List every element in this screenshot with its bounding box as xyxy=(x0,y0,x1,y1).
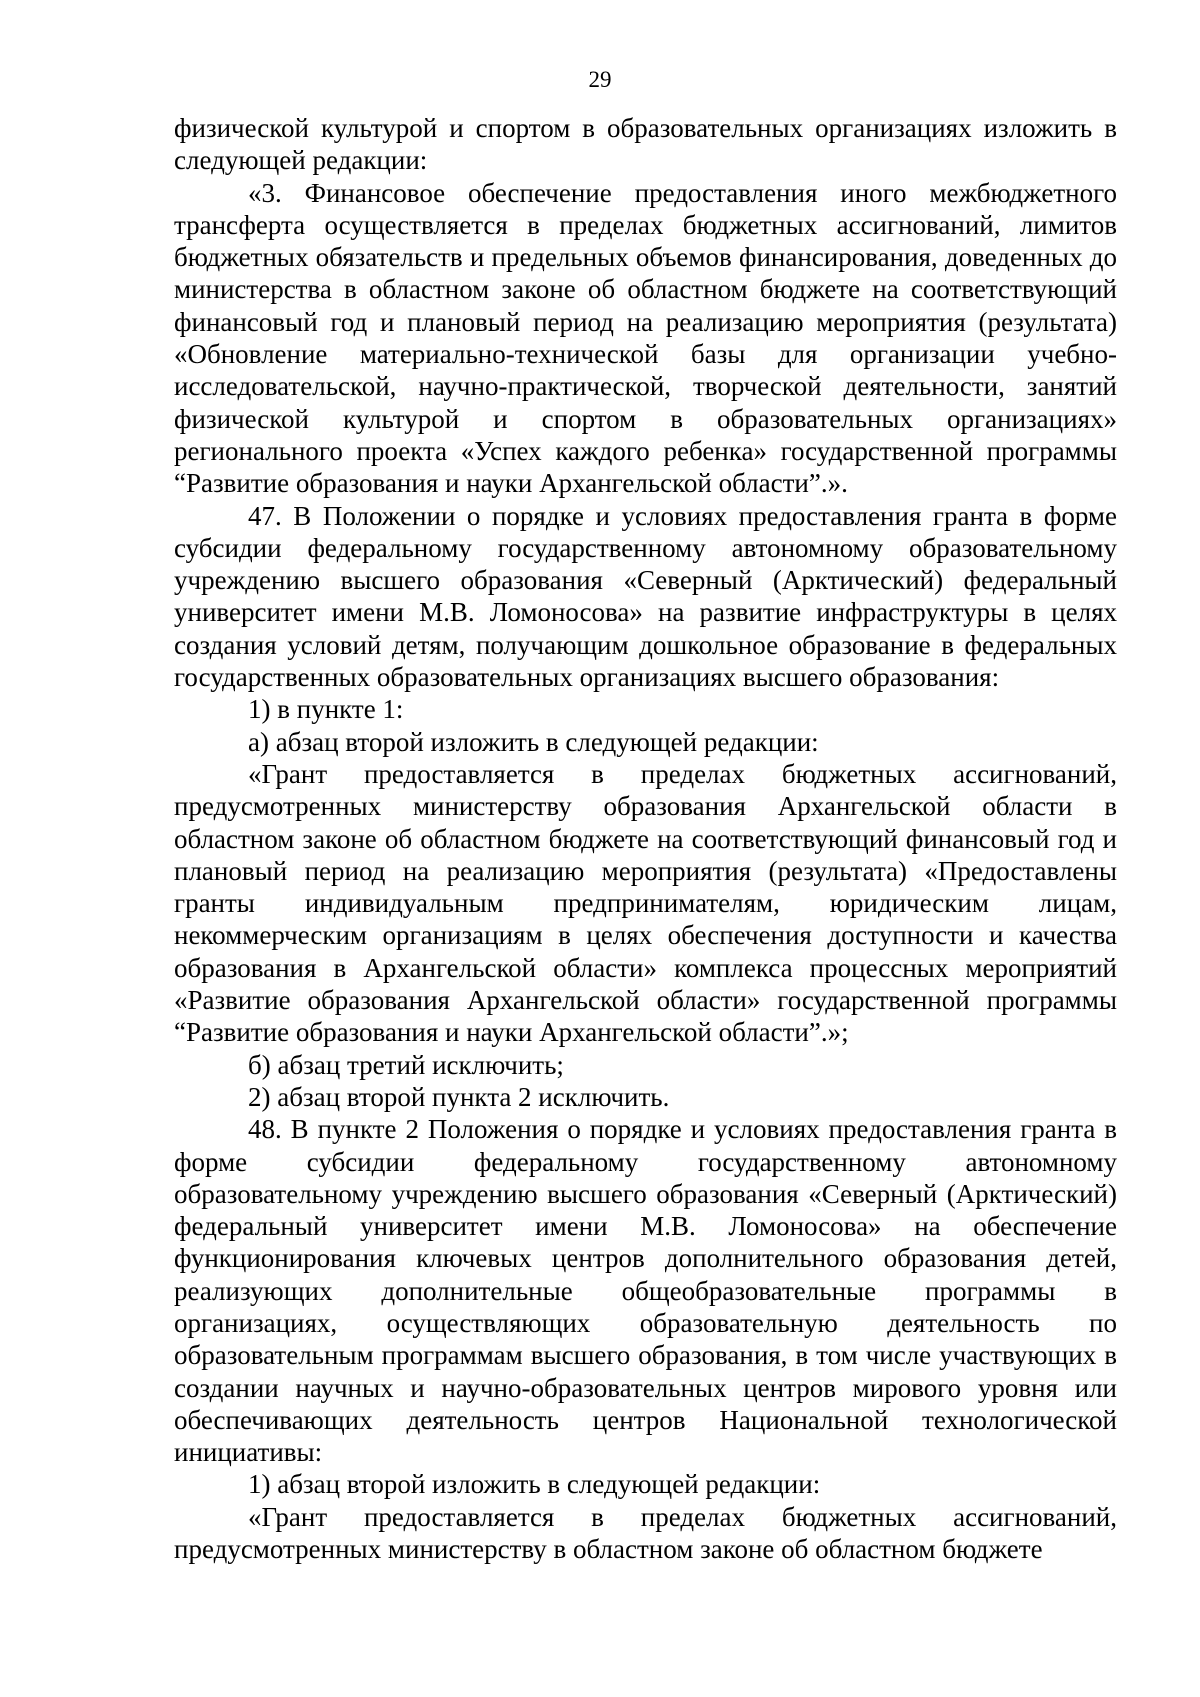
paragraph-item-48: 48. В пункте 2 Положения о порядке и условиях предоставления гранта в форме субсидии федеральному государственному автономному образовательному учреждению высшего образования «Северный (Арктический) федеральный университет имени М.В. Ломоносова» на обеспечение функционирования ключевых центров дополнительного образования детей, реализующих дополнительные общеобразовательные программы в организациях, осуществляющих образовательную деятельность по образовательным программам высшего образования, в том числе участвующих в создании научных и научно-образовательных центров мирового уровня или обеспечивающих деятельность центров Национальной технологической инициативы: xyxy=(174,1114,1117,1468)
paragraph-subitem-1: 1) в пункте 1: xyxy=(248,694,404,725)
document-body xyxy=(174,112,1117,1565)
paragraph-subitem-a: а) абзац второй изложить в следующей редакции: xyxy=(248,726,819,757)
paragraph-grant-quote-2: «Грант предоставляется в пределах бюджетных ассигнований, предусмотренных министерству в областном законе об областном бюджете xyxy=(174,1501,1117,1565)
paragraph-subitem-b: б) абзац третий исключить; xyxy=(248,1049,564,1080)
paragraph-subitem-1-second: 1) абзац второй изложить в следующей редакции: xyxy=(248,1469,821,1500)
paragraph-subitem-2: 2) абзац второй пункта 2 исключить. xyxy=(248,1081,670,1112)
paragraph-grant-quote-1: «Грант предоставляется в пределах бюджетных ассигнований, предусмотренных министерству образования Архангельской области в областном законе об областном бюджете на соответствующий финансовый год и плановый период на реализацию мероприятия (результата) «Предоставлены гранты индивидуальным предпринимателям, юридическим лицам, некоммерческим организациям в целях обеспечения доступности и качества образования в Архангельской области» комплекса процессных мероприятий «Развитие образования Архангельской области» государственной программы “Развитие образования и науки Архангельской области”.»; xyxy=(174,758,1117,1048)
page-number: 29 xyxy=(588,67,612,92)
paragraph-item-3-financing: «3. Финансовое обеспечение предоставления иного межбюджетного трансферта осуществляется в пределах бюджетных ассигнований, лимитов бюджетных обязательств и предельных объемов финансирования, доведенных до министерства в областном законе об областном бюджете на соответствующий финансовый год и плановый период на реализацию мероприятия (результата) «Обновление материально-технической базы для организации учебно-исследовательской, научно-практической, творческой деятельности, занятий физической культурой и спортом в образовательных организациях» регионального проекта «Успех каждого ребенка» государственной программы “Развитие образования и науки Архангельской области”.». xyxy=(174,177,1117,499)
paragraph-continuation: физической культурой и спортом в образовательных организациях изложить в следующей редакции: xyxy=(174,113,1117,176)
paragraph-item-47: 47. В Положении о порядке и условиях предоставления гранта в форме субсидии федеральному государственному автономному образовательному учреждению высшего образования «Северный (Арктический) федеральный университет имени М.В. Ломоносова» на развитие инфраструктуры в целях создания условий детям, получающим дошкольное образование в федеральных государственных образовательных организациях высшего образования: xyxy=(174,500,1117,693)
